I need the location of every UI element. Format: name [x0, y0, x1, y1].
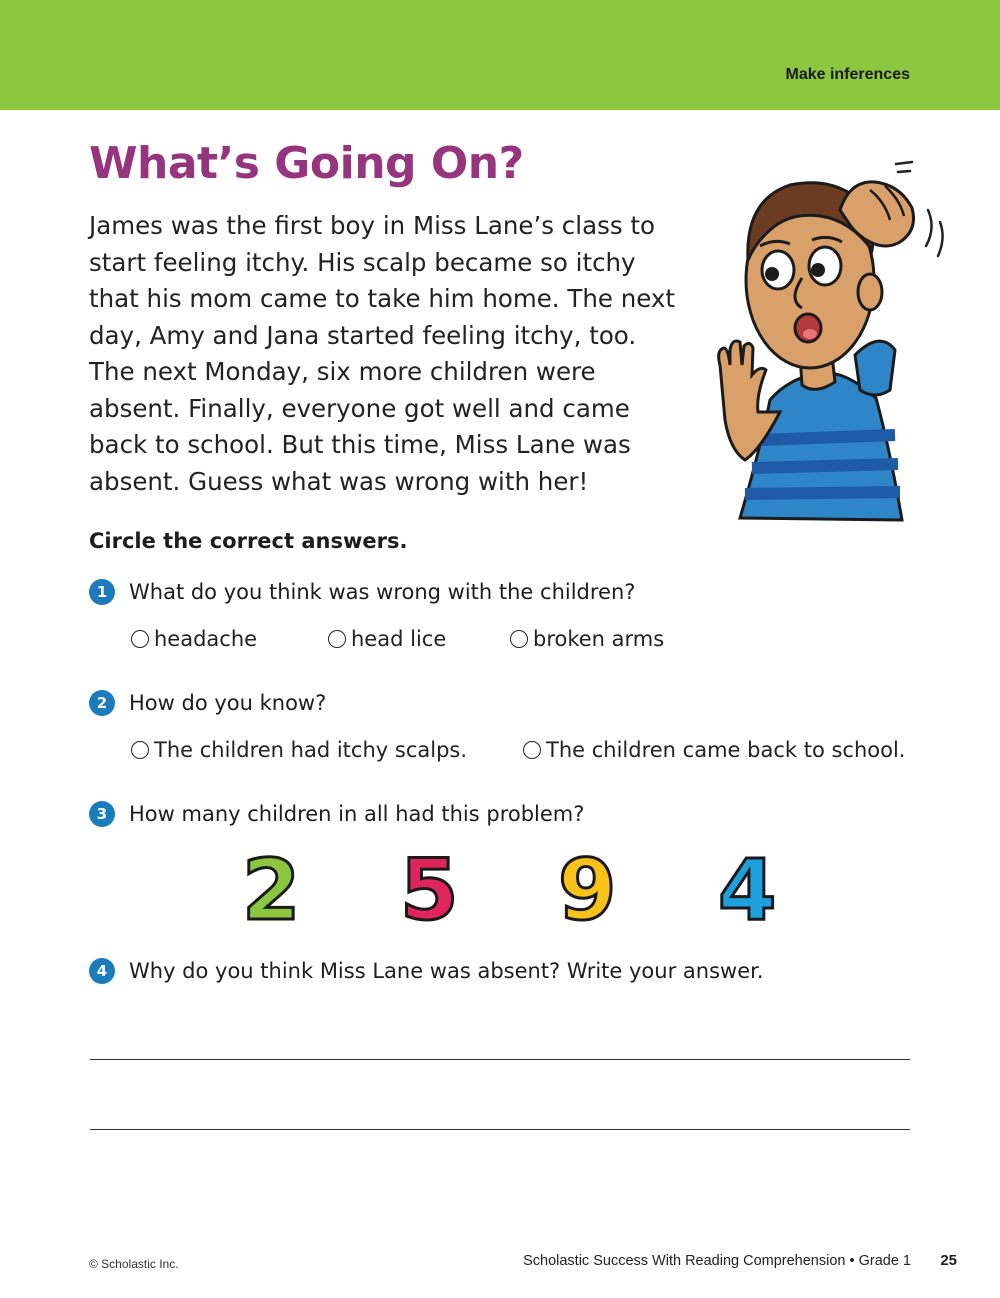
question-1 — [89, 578, 635, 606]
option-label: headache — [154, 627, 258, 651]
radio-circle-icon[interactable] — [131, 630, 149, 648]
question-text: How many children in all had this problem? — [129, 802, 585, 826]
question-number-badge: 3 — [89, 801, 115, 827]
answer-line-1[interactable] — [90, 1059, 910, 1060]
number-choice-4[interactable]: 4 — [718, 841, 777, 939]
page-title: What’s Going On? — [89, 138, 524, 189]
skill-label: Make inferences — [785, 66, 910, 83]
radio-circle-icon[interactable] — [131, 741, 149, 759]
option-broken-arms[interactable] — [510, 627, 664, 651]
answer-line-2[interactable] — [90, 1129, 910, 1130]
radio-circle-icon[interactable] — [523, 741, 541, 759]
question-3 — [89, 800, 584, 828]
header-band — [0, 0, 1000, 110]
radio-circle-icon[interactable] — [510, 630, 528, 648]
book-title: Scholastic Success With Reading Comprehension • Grade 1 — [523, 1253, 911, 1269]
question-number-badge: 4 — [89, 958, 115, 984]
question-2 — [89, 689, 326, 717]
question-4 — [89, 957, 764, 985]
option-itchy-scalps[interactable] — [131, 738, 467, 762]
instruction-text: Circle the correct answers. — [89, 529, 408, 553]
reading-passage: James was the first boy in Miss Lane’s class to start feeling itchy. His scalp became so itchy that his mom came to take him home. The next day, Amy and Jana started feeling itchy, too. The next Monday, six more children were absent. Finally, everyone got well and came back to school. But this time, Miss Lane was absent. Guess what was wrong with her! — [89, 211, 675, 496]
number-choice-5[interactable]: 5 — [400, 841, 459, 939]
question-text: Why do you think Miss Lane was absent? Write your answer. — [129, 959, 764, 983]
radio-circle-icon[interactable] — [328, 630, 346, 648]
option-head-lice[interactable] — [328, 627, 446, 651]
option-label: The children came back to school. — [546, 738, 906, 762]
option-label: The children had itchy scalps. — [154, 738, 468, 762]
number-choice-9[interactable]: 9 — [558, 841, 617, 939]
option-label: broken arms — [533, 627, 665, 651]
copyright-text: © Scholastic Inc. — [89, 1257, 179, 1271]
number-choice-2[interactable]: 2 — [242, 841, 301, 939]
option-label: head lice — [351, 627, 447, 651]
option-headache[interactable] — [131, 627, 257, 651]
question-number-badge: 2 — [89, 690, 115, 716]
question-text: How do you know? — [129, 691, 327, 715]
question-number-badge: 1 — [89, 579, 115, 605]
scratching-boy-icon — [690, 150, 960, 530]
option-came-back-to-school[interactable] — [523, 738, 905, 762]
page-number: 25 — [940, 1252, 957, 1269]
question-text: What do you think was wrong with the children? — [129, 580, 636, 604]
